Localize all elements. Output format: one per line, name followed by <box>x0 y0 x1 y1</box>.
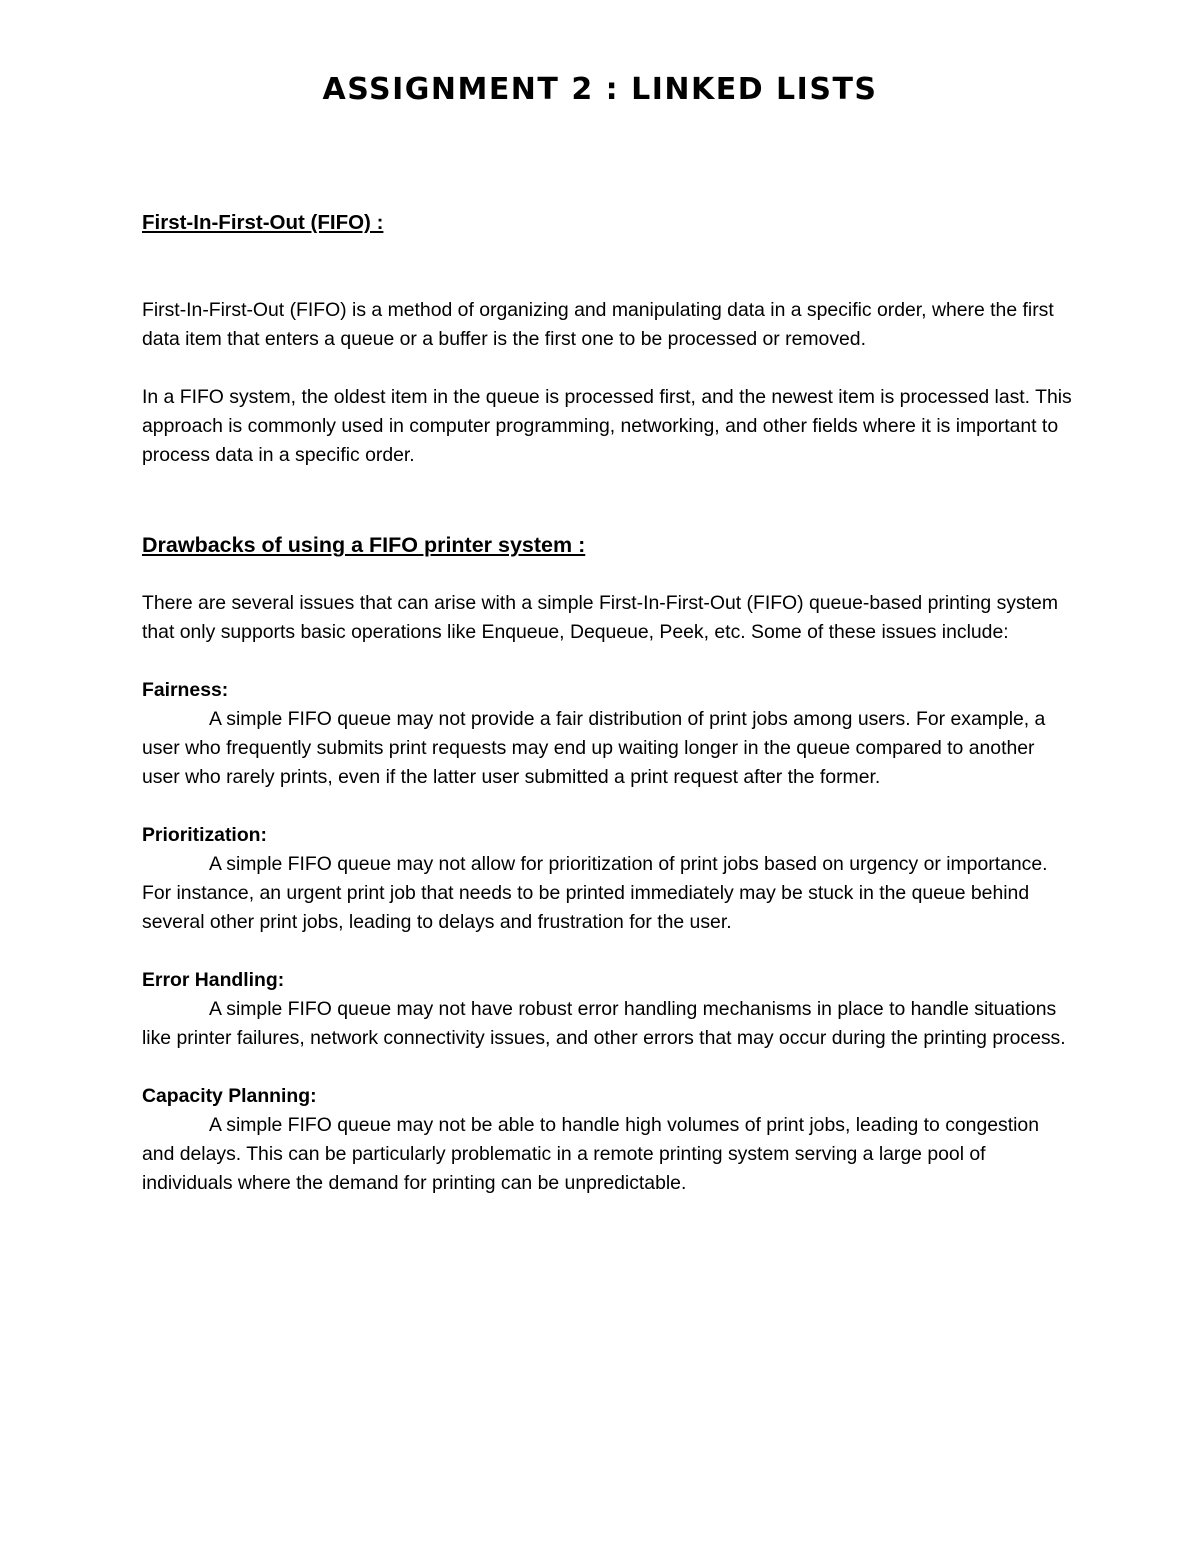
spacer <box>142 792 1072 821</box>
spacer <box>142 1053 1072 1082</box>
spacer <box>142 560 1072 589</box>
capacity-planning-text: A simple FIFO queue may not be able to handle high volumes of print jobs, leading to congestion and delays. This can be particularly problematic in a remote printing system serving a large pool of individuals where the demand for printing can be unpredictable. <box>142 1114 1039 1194</box>
document-body <box>142 208 1072 1198</box>
prioritization-label: Prioritization: <box>142 824 267 846</box>
error-handling-label: Error Handling: <box>142 969 285 991</box>
drawbacks-heading: Drawbacks of using a FIFO printer system : <box>142 533 586 557</box>
fifo-heading: First-In-First-Out (FIFO) : <box>142 211 384 234</box>
spacer <box>142 354 1072 383</box>
capacity-planning-label: Capacity Planning: <box>142 1085 317 1107</box>
fairness-label: Fairness: <box>142 679 229 701</box>
spacer <box>142 238 1072 296</box>
spacer <box>142 647 1072 676</box>
spacer <box>142 470 1072 530</box>
error-handling-text: A simple FIFO queue may not have robust error handling mechanisms in place to handle situations like printer failures, network connectivity issues, and other errors that may occur during the printing process. <box>142 998 1066 1049</box>
fairness-text: A simple FIFO queue may not provide a fair distribution of print jobs among users. For example, a user who frequently submits print requests may end up waiting longer in the queue compared to another user who rarely prints, even if the latter user submitted a print request after the former. <box>142 708 1046 788</box>
drawbacks-intro: There are several issues that can arise with a simple First-In-First-Out (FIFO) queue-based printing system that only supports basic operations like Enqueue, Dequeue, Peek, etc. Some of these issues include: <box>142 592 1058 643</box>
spacer <box>142 937 1072 966</box>
document-title: ASSIGNMENT 2 : LINKED LISTS <box>322 72 878 107</box>
fifo-paragraph-2: In a FIFO system, the oldest item in the queue is processed first, and the newest item is processed last. This approach is commonly used in computer programming, networking, and other fields where it is important to process data in a specific order. <box>142 386 1072 466</box>
prioritization-text: A simple FIFO queue may not allow for prioritization of print jobs based on urgency or importance. For instance, an urgent print job that needs to be printed immediately may be stuck in the queue behind several other print jobs, leading to delays and frustration for the user. <box>142 853 1048 933</box>
fifo-paragraph-1: First-In-First-Out (FIFO) is a method of organizing and manipulating data in a specific order, where the first data item that enters a queue or a buffer is the first one to be processed or removed. <box>142 299 1054 350</box>
